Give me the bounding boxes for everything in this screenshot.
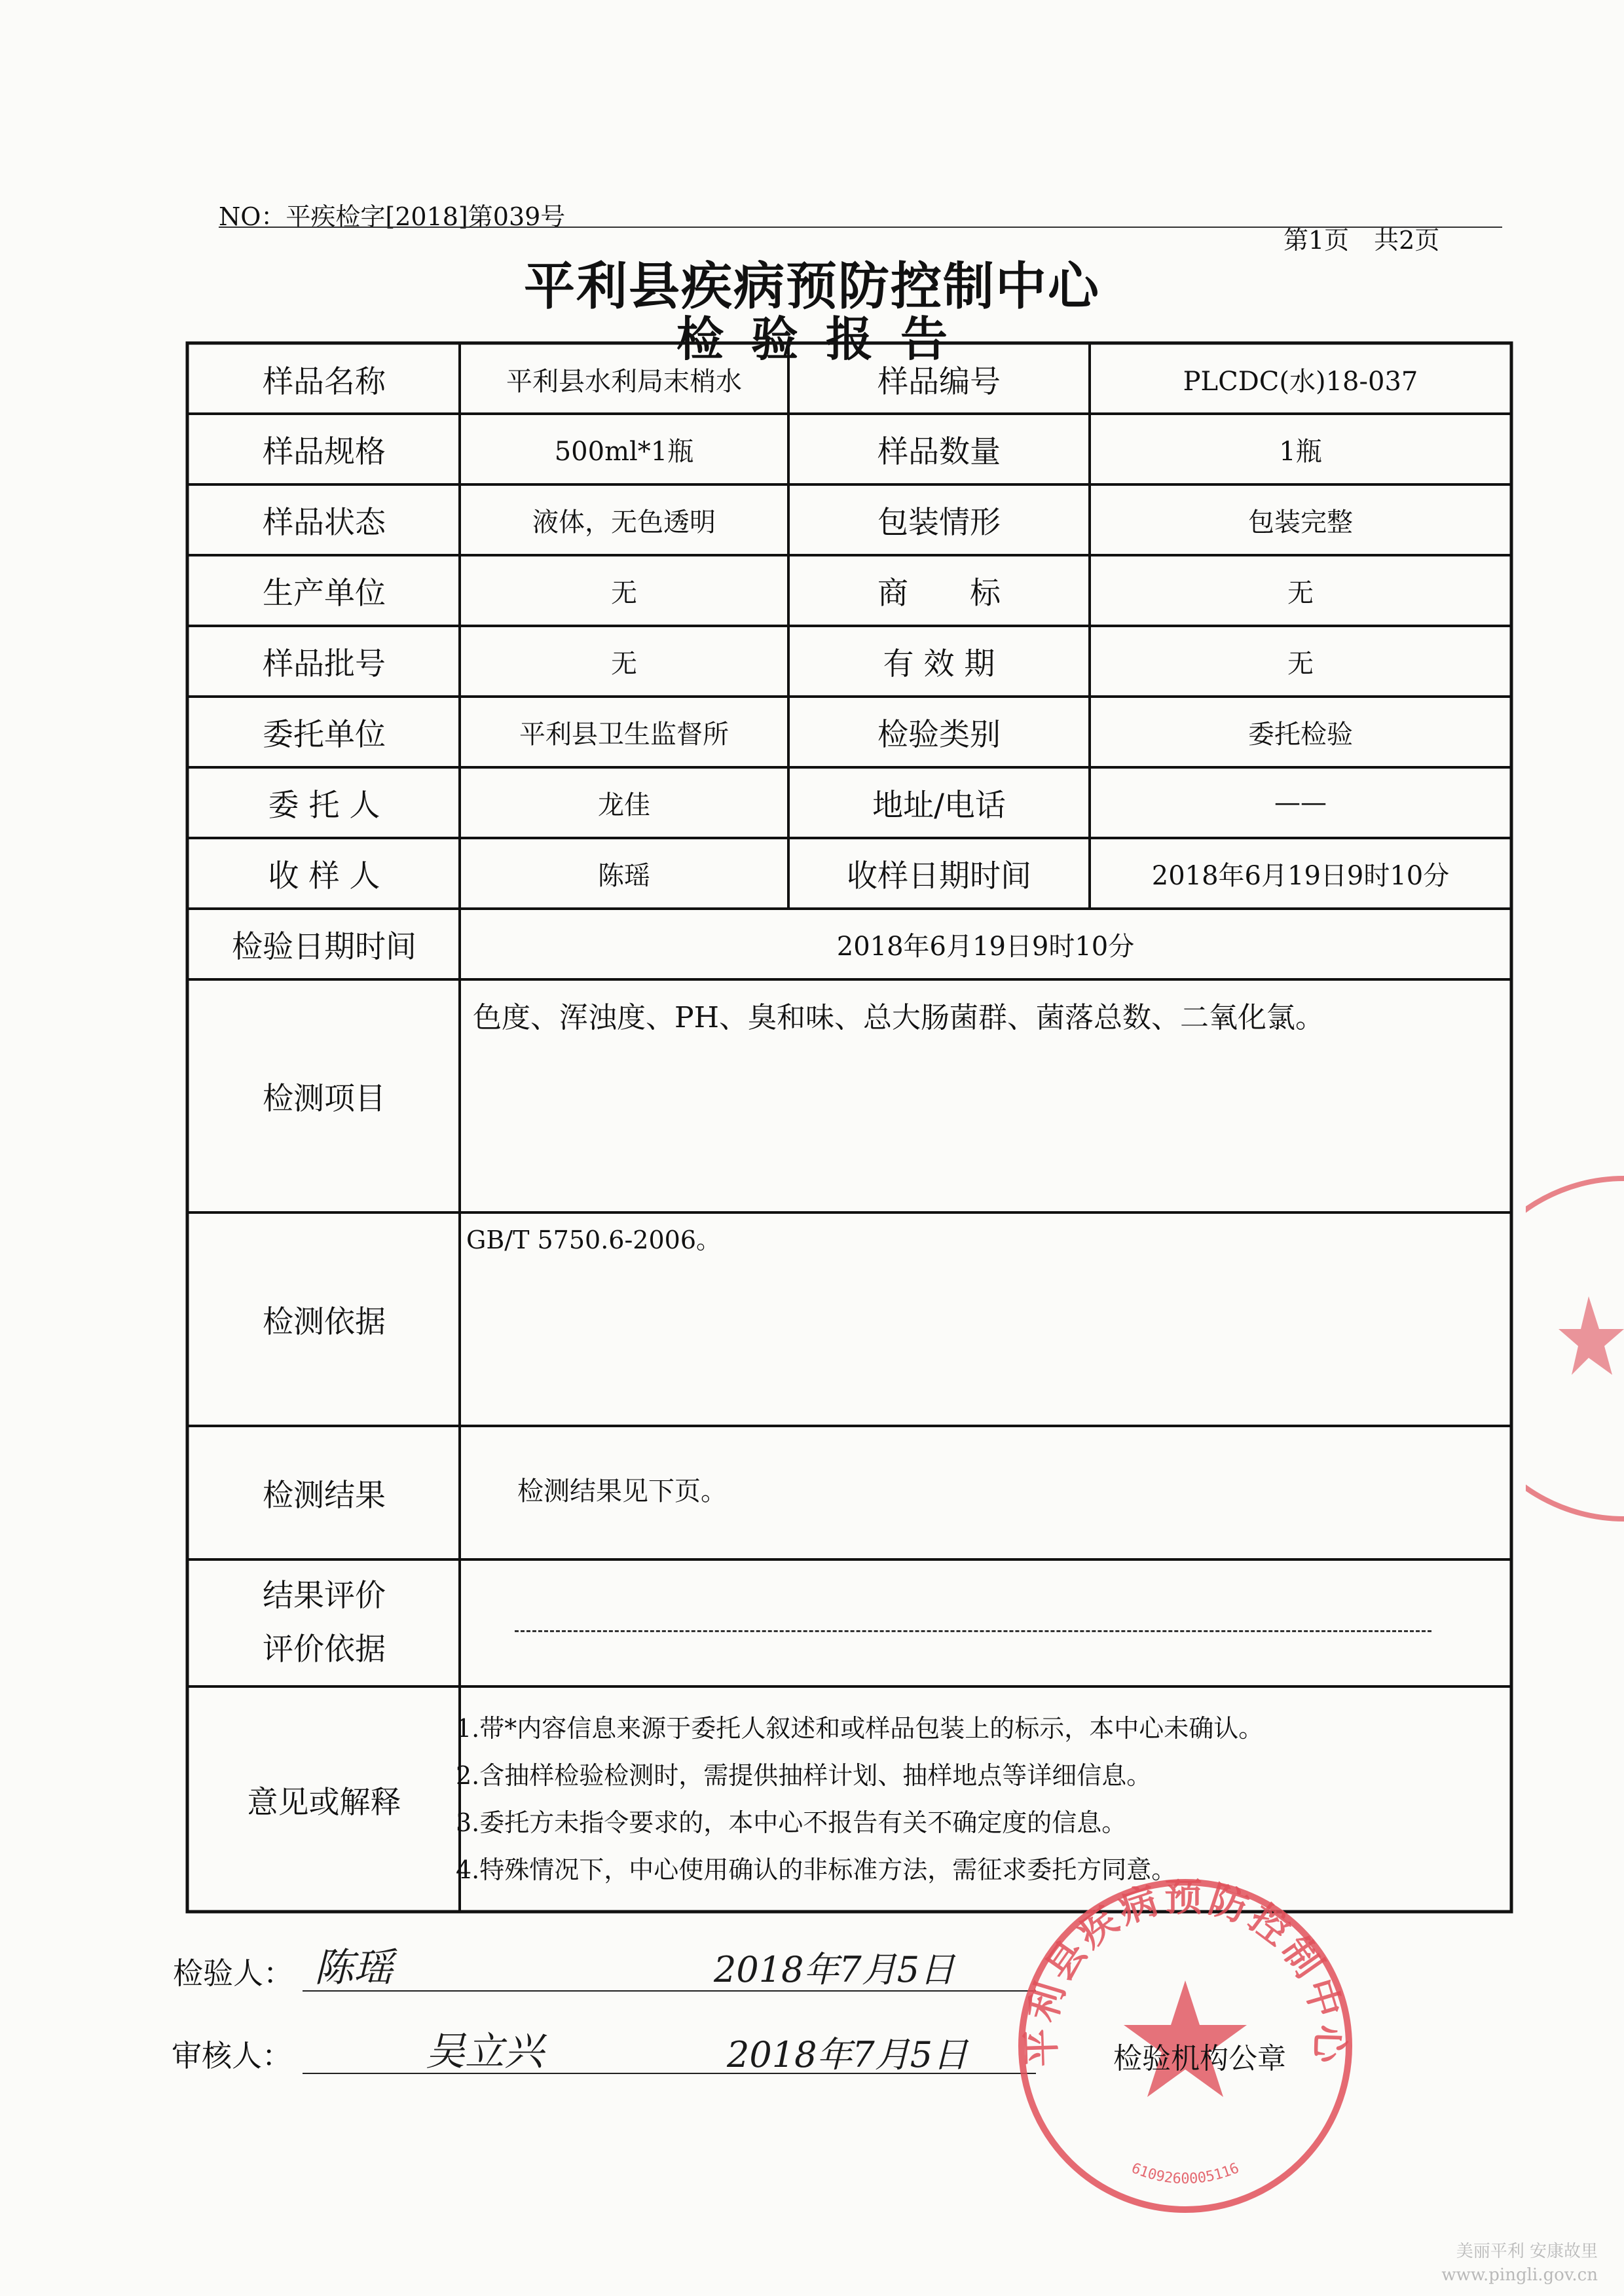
partial-seal-edge	[1526, 1165, 1624, 1532]
evaluation-labels	[190, 1561, 458, 1685]
label-test-category: 检验类别	[877, 716, 1001, 753]
value-client-person: 龙佳	[598, 790, 650, 820]
evaluation-dash-line	[515, 1630, 1431, 1632]
label-test-datetime: 检验日期时间	[232, 928, 416, 965]
remark-item: 2.含抽样检验检测时，需提供抽样计划、抽样地点等详细信息。	[456, 1761, 1152, 1790]
seal-code: 6109260005116	[1129, 2160, 1242, 2187]
watermark-slogan: 美丽平利 安康故里	[1456, 2242, 1598, 2261]
label-test-result: 检测结果	[263, 1477, 386, 1514]
report-title: 检验报告	[676, 312, 975, 367]
value-sample-name: 平利县水利局末梢水	[506, 366, 742, 397]
label-trademark: 商 标	[877, 575, 1001, 611]
partial-seal-star-icon	[1559, 1296, 1624, 1375]
label-sample-state: 样品状态	[263, 504, 386, 541]
label-address-phone: 地址/电话	[872, 787, 1006, 824]
value-receive-datetime: 2018年6月19日9时10分	[1151, 860, 1450, 891]
reviewer-signature: 吴立兴	[426, 2029, 544, 2075]
reviewer-label: 审核人：	[172, 2038, 292, 2073]
value-trademark: 无	[1287, 577, 1314, 608]
label-sample-name: 样品名称	[263, 363, 386, 400]
organization-title: 平利县疾病预防控制中心	[523, 257, 1100, 316]
value-test-basis: GB/T 5750.6-2006。	[466, 1226, 722, 1254]
value-sample-quantity: 1瓶	[1279, 436, 1322, 467]
label-client-unit: 委托单位	[263, 716, 386, 753]
value-sample-spec: 500ml*1瓶	[554, 436, 694, 467]
label-test-items: 检测项目	[263, 1080, 386, 1117]
remarks-list	[456, 1705, 1497, 1893]
label-test-basis: 检测依据	[263, 1303, 386, 1340]
value-sample-id: PLCDC(水)18-037	[1183, 366, 1418, 397]
value-client-unit: 平利县卫生监督所	[519, 719, 729, 750]
watermark-url: www.pingli.gov.cn	[1441, 2265, 1598, 2285]
value-test-datetime: 2018年6月19日9时10分	[836, 931, 1135, 962]
label-sample-spec: 样品规格	[263, 433, 386, 470]
remark-item: 3.委托方未指令要求的，本中心不报告有关不确定度的信息。	[456, 1808, 1127, 1837]
value-test-category: 委托检验	[1248, 719, 1353, 750]
value-sample-state: 液体，无色透明	[532, 507, 716, 538]
label-receiver: 收 样 人	[268, 858, 380, 894]
label-sample-id: 样品编号	[877, 363, 1001, 400]
document-number: NO：平疾检字[2018]第039号	[219, 202, 566, 231]
label-client-person: 委 托 人	[268, 787, 380, 824]
label-batch-number: 样品批号	[263, 646, 386, 682]
seal-caption: 检验机构公章	[1113, 2042, 1286, 2075]
label-remarks: 意见或解释	[247, 1784, 401, 1821]
label-packaging: 包装情形	[877, 504, 1001, 541]
value-test-result: 检测结果见下页。	[517, 1476, 727, 1506]
reviewer-date: 2018年7月5日	[727, 2034, 969, 2075]
value-manufacturer: 无	[611, 577, 637, 608]
label-sample-quantity: 样品数量	[877, 433, 1001, 470]
value-receiver: 陈瑶	[598, 860, 650, 891]
label-manufacturer: 生产单位	[263, 575, 386, 611]
value-packaging: 包装完整	[1248, 507, 1353, 538]
value-address-phone: ——	[1274, 788, 1327, 818]
value-batch-number: 无	[611, 648, 637, 679]
site-watermark	[1441, 2240, 1598, 2287]
inspector-signature: 陈瑶	[314, 1945, 393, 1991]
remark-item: 1.带*内容信息来源于委托人叙述和或样品包装上的标示，本中心未确认。	[456, 1714, 1264, 1743]
inspector-date: 2018年7月5日	[714, 1949, 955, 1990]
value-validity: 无	[1287, 648, 1314, 679]
label-validity: 有 效 期	[883, 646, 995, 682]
inspector-label: 检验人：	[173, 1956, 293, 1991]
page-info: 第1页 共2页	[1283, 226, 1440, 255]
value-test-items: 色度、浑浊度、PH、臭和味、总大肠菌群、菌落总数、二氧化氯。	[473, 1001, 1324, 1034]
svg-text:6109260005116	[1129, 2160, 1242, 2187]
seal-text: 平利县疾病预防控制中心	[1018, 1874, 1352, 2068]
label-result-evaluation: 结果评价	[263, 1577, 386, 1614]
label-receive-datetime: 收样日期时间	[847, 858, 1031, 894]
label-evaluation-basis: 评价依据	[263, 1631, 386, 1667]
remark-item: 4.特殊情况下，中心使用确认的非标准方法，需征求委托方同意。	[456, 1855, 1177, 1884]
